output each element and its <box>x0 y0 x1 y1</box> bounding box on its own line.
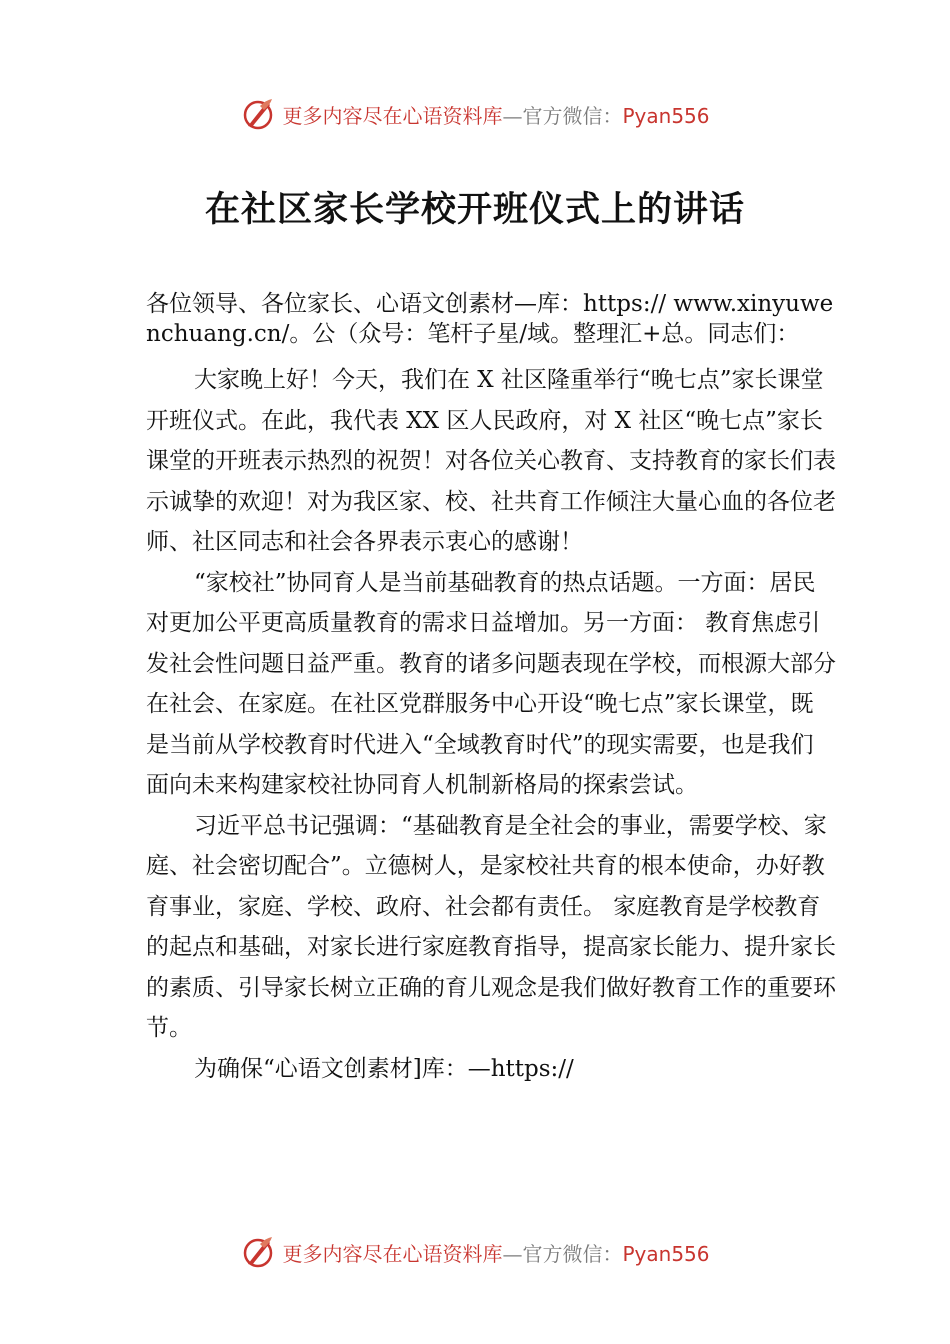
footer-banner-text <box>282 1238 709 1267</box>
quill-logo-icon <box>240 1234 276 1270</box>
paragraph-4: 为确保“心语文创素材]库：—https:// <box>194 1055 574 1082</box>
footer-wechat-id: Pyan556 <box>622 1241 710 1266</box>
document-title: 在社区家长学校开班仪式上的讲话 <box>204 189 745 230</box>
header-banner <box>0 92 950 136</box>
footer-red-text: 更多内容尽在心语资料库 <box>282 1241 503 1266</box>
header-gray-text: —官方微信： <box>502 103 623 128</box>
paragraph-3: 习近平总书记强调：“基础教育是全社会的事业，需要学校、家庭、社会密切配合”。立德树人，是家校社共育的根本使命，办好教育事业，家庭、学校、政府、社会都有责任。 家庭教育是学校教育的起点和基础，对家长进行家庭教育指导，提高家长能力、提升家长的素质、引导家长树立正确的育儿观念是我们做好教育工作的重要环节。 <box>146 812 836 1041</box>
header-banner-text <box>282 100 709 129</box>
footer-gray-text: —官方微信： <box>502 1241 623 1266</box>
paragraph-2: “家校社”协同育人是当前基础教育的热点话题。一方面：居民对更加公平更高质量教育的需求日益增加。另一方面： 教育焦虑引发社会性问题日益严重。教育的诸多问题表现在学校，而根源大部分在社会、在家庭。在社区党群服务中心开设“晚七点”家长课堂，既是当前从学校教育时代进入“全域教育时代”的现实需要，也是我们面向未来构建家校社协同育人机制新格局的探索尝试。 <box>146 569 836 798</box>
header-wechat-id: Pyan556 <box>622 103 710 128</box>
header-red-text: 更多内容尽在心语资料库 <box>282 103 503 128</box>
quill-logo-icon <box>240 96 276 132</box>
footer-banner <box>0 1230 950 1274</box>
document-body <box>146 290 836 1089</box>
salutation: 各位领导、各位家长、心语文创素材—库：https:// www.xinyuwenchuang.cn/。公（众号：笔杆子星/域。整理汇+总。同志们： <box>146 291 834 347</box>
paragraph-1: 大家晚上好！今天，我们在 X 社区隆重举行“晚七点”家长课堂开班仪式。在此，我代表 XX 区人民政府，对 X 社区“晚七点”家长课堂的开班表示热烈的祝贺！对各位关心教育、支持教育的家长们表示诚挚的欢迎！对为我区家、校、社共育工作倾注大量心血的各位老师、社区同志和社会各界表示衷心的感谢！ <box>146 367 836 555</box>
